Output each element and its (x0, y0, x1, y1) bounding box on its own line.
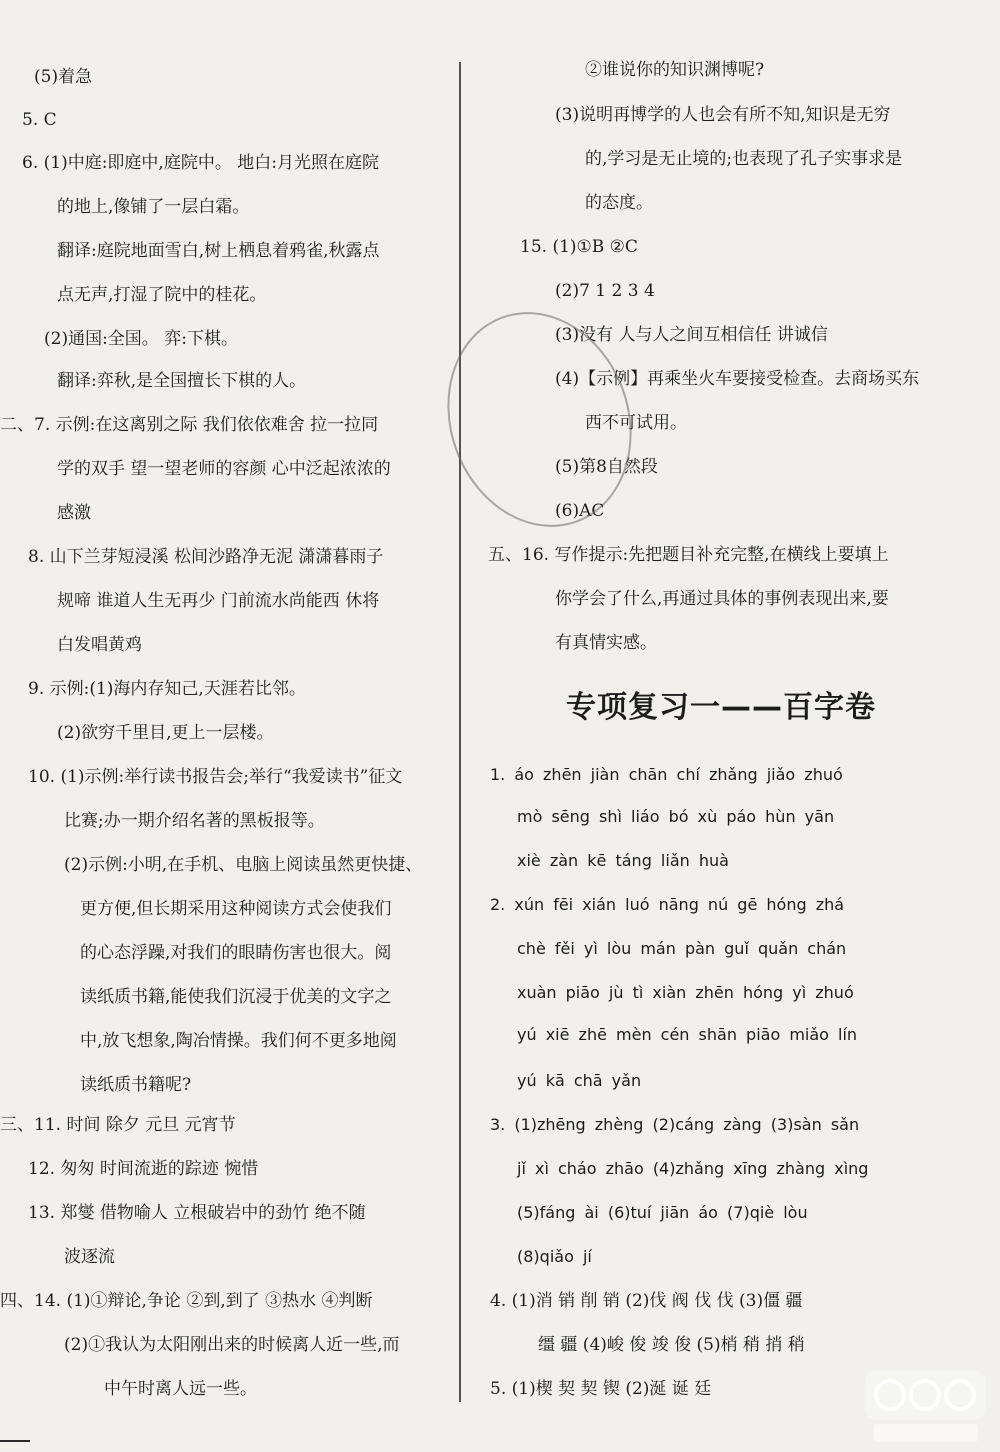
left-answer-line: 中午时离人远一些。 (104, 1379, 257, 1399)
left-answer-line: 三、11. 时间 除夕 元旦 元宵节 (0, 1115, 236, 1135)
right-answer-line: (4)【示例】再乘坐火车要接受检查。去商场买东 (555, 369, 920, 389)
left-answer-line: 10. (1)示例:举行读书报告会;举行“我爱读书”征文 (28, 767, 403, 787)
right-answer-line: yú kā chā yǎn (517, 1071, 642, 1090)
left-answer-line: (5)着急 (34, 67, 93, 87)
mxqe-logo-icon (860, 1368, 990, 1448)
bottom-rule (0, 1440, 30, 1442)
left-answer-line: 8. 山下兰芽短浸溪 松间沙路净无泥 潇潇暮雨子 (28, 547, 384, 567)
right-answer-line: (3)没有 人与人之间互相信任 讲诚信 (555, 325, 828, 345)
right-answer-line: xuàn piāo jù tì xiàn zhēn hóng yì zhuó (517, 983, 854, 1002)
right-answer-line: 的,学习是无止境的;也表现了孔子实事求是 (585, 149, 903, 169)
right-answer-line: (6)AC (555, 501, 605, 521)
right-answer-line: 5. (1)楔 契 契 锲 (2)涎 诞 廷 (490, 1379, 712, 1399)
left-answer-line: 读纸质书籍呢? (80, 1075, 192, 1095)
left-answer-line: (2)欲穷千里目,更上一层楼。 (57, 723, 274, 743)
left-answer-line: 白发唱黄鸡 (57, 635, 142, 655)
right-answer-line: (5)第8自然段 (555, 457, 658, 477)
right-answer-line: 五、16. 写作提示:先把题目补充完整,在横线上要填上 (488, 545, 889, 565)
left-answer-line: 读纸质书籍,能使我们沉浸于优美的文字之 (80, 987, 392, 1007)
right-answer-line: 的态度。 (585, 193, 653, 213)
left-answer-line: 波逐流 (64, 1247, 115, 1267)
left-answer-line: 学的双手 望一望老师的容颜 心中泛起浓浓的 (57, 459, 391, 479)
right-answer-line: jǐ xì cháo zhāo (4)zhǎng xīng zhàng xìng (517, 1159, 869, 1178)
right-answer-line: (5)fáng ài (6)tuí jiān áo (7)qiè lòu (517, 1203, 808, 1222)
left-answer-line: (2)通国:全国。 弈:下棋。 (44, 329, 238, 349)
right-answer-line: 有真情实感。 (555, 633, 657, 653)
left-answer-line: 12. 匆匆 时间流逝的踪迹 惋惜 (28, 1159, 259, 1179)
left-answer-line: 的心态浮躁,对我们的眼睛伤害也很大。阅 (80, 943, 392, 963)
left-answer-line: 的地上,像铺了一层白霜。 (57, 197, 250, 217)
left-answer-line: 翻译:弈秋,是全国擅长下棋的人。 (57, 371, 307, 391)
right-answer-line: 1. áo zhēn jiàn chān chí zhǎng jiǎo zhuó (490, 765, 843, 784)
left-answer-line: 二、7. 示例:在这离别之际 我们依依难舍 拉一拉同 (0, 415, 379, 435)
left-answer-line: 中,放飞想象,陶冶情操。我们何不更多地阅 (80, 1031, 397, 1051)
column-divider (459, 62, 461, 1402)
right-answer-line: (8)qiǎo jí (517, 1247, 592, 1266)
left-answer-line: 6. (1)中庭:即庭中,庭院中。 地白:月光照在庭院 (22, 153, 379, 173)
right-answer-line: xiè zàn kē táng liǎn huà (517, 851, 729, 870)
left-answer-line: 翻译:庭院地面雪白,树上栖息着鸦雀,秋露点 (57, 241, 380, 261)
right-answer-line: chè fěi yì lòu mán pàn guǐ quǎn chán (517, 939, 847, 958)
left-answer-line: 四、14. (1)①辩论,争论 ②到,到了 ③热水 ④判断 (0, 1291, 373, 1311)
left-answer-line: (2)示例:小明,在手机、电脑上阅读虽然更快捷、 (64, 855, 423, 875)
left-answer-line: 13. 郑燮 借物喻人 立根破岩中的劲竹 绝不随 (28, 1203, 366, 1223)
right-answer-line: 2. xún fēi xián luó nāng nú gē hóng zhá (490, 895, 845, 914)
right-answer-line: 15. (1)①B ②C (520, 237, 638, 257)
left-answer-line: 感激 (57, 503, 91, 523)
left-answer-line: 规啼 谁道人生无再少 门前流水尚能西 休将 (57, 591, 380, 611)
right-answer-line: (2)7 1 2 3 4 (555, 281, 655, 301)
right-answer-line: (3)说明再博学的人也会有所不知,知识是无穷 (555, 105, 891, 125)
right-answer-line: 西不可试用。 (585, 413, 687, 433)
right-answer-line: 缰 疆 (4)峻 俊 竣 俊 (5)梢 稍 捎 稍 (538, 1335, 805, 1355)
left-answer-line: (2)①我认为太阳刚出来的时候离人近一些,而 (64, 1335, 400, 1355)
left-answer-line: 9. 示例:(1)海内存知己,天涯若比邻。 (28, 679, 306, 699)
left-answer-line: 比赛;办一期介绍名著的黑板报等。 (64, 811, 325, 831)
right-answer-line: mò sēng shì liáo bó xù páo hùn yān (517, 807, 835, 826)
section-title: 专项复习一——百字卷 (566, 690, 876, 725)
left-answer-line: 5. C (22, 110, 57, 130)
right-answer-line: 你学会了什么,再通过具体的事例表现出来,要 (555, 589, 889, 609)
right-answer-line: 3. (1)zhēng zhèng (2)cáng zàng (3)sàn sǎn (490, 1115, 860, 1134)
left-answer-line: 点无声,打湿了院中的桂花。 (57, 285, 267, 305)
right-answer-line: 4. (1)消 销 削 销 (2)伐 阀 伐 伐 (3)僵 疆 (490, 1291, 803, 1311)
right-answer-line: ②谁说你的知识渊博呢? (585, 60, 765, 80)
left-answer-line: 更方便,但长期采用这种阅读方式会使我们 (80, 899, 392, 919)
right-answer-line: yú xiē zhē mèn cén shān piāo miǎo lín (517, 1025, 858, 1044)
